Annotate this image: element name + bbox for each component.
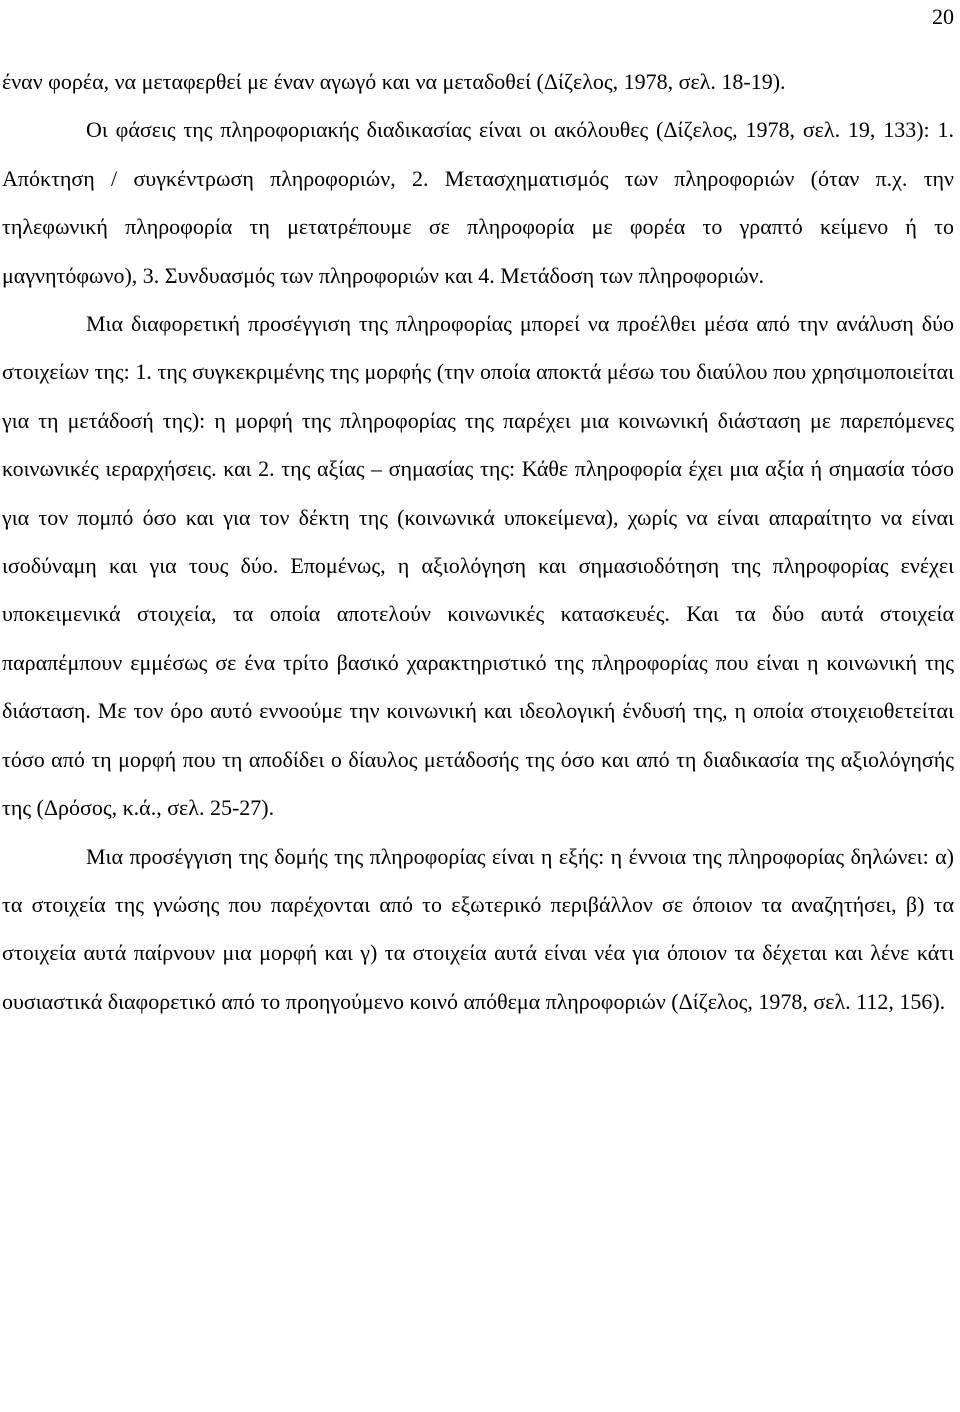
paragraph-information-phases: Οι φάσεις της πληροφοριακής διαδικασίας είναι οι ακόλουθες (Δίζελος, 1978, σελ. 19, 133): 1. Απόκτηση / συγκέντρωση πληροφοριών, 2. Μετασχηματισμός των πληροφοριών (όταν π.χ. την τηλεφωνική πληροφορία τη μετατρέπουμε σε πληροφορία με φορέα το γραπτό κείμενο ή το μαγνητόφωνο), 3. Συνδυασμός των πληροφοριών και 4. Μετάδοση των πληροφοριών. [2,117,954,288]
paragraph-information-approach: Μια διαφορετική προσέγγιση της πληροφορίας μπορεί να προέλθει μέσα από την ανάλυση δύο στοιχείων της: 1. της συγκεκριμένης της μορφής (την οποία αποκτά μέσω του διαύλου που χρησιμοποιείται για τη μετάδοσή της): η μορφή της πληροφορίας της παρέχει μια κοινωνική διάσταση με παρεπόμενες κοινωνικές ιεραρχήσεις. και 2. της αξίας – σημασίας της: Κάθε πληροφορία έχει μια αξία ή σημασία τόσο για τον πομπό όσο και για τον δέκτη της (κοινωνικά υποκείμενα), χωρίς να είναι απαραίτητο να είναι ισοδύναμη και για τους δύο. Επομένως, η αξιολόγηση και σημασιοδότηση της πληροφορίας ενέχει υποκειμενικά στοιχεία, τα οποία αποτελούν κοινωνικές κατασκευές. Και τα δύο αυτά στοιχεία παραπέμπουν εμμέσως σε ένα τρίτο βασικό χαρακτηριστικό της πληροφορίας που είναι η κοινωνική της διάσταση. Με τον όρο αυτό εννοούμε την κοινωνική και ιδεολογική ένδυσή της, η οποία στοιχειοθετείται τόσο από τη μορφή που τη αποδίδει ο δίαυλος μετάδοσής της όσο και από τη διαδικασία της αξιολόγησής της (Δρόσος, κ.ά., σελ. 25-27). [2,311,954,821]
paragraph-information-structure: Μια προσέγγιση της δομής της πληροφορίας είναι η εξής: η έννοια της πληροφορίας δηλώνει: α) τα στοιχεία της γνώσης που παρέχονται από το εξωτερικό περιβάλλον σε όποιον τα αναζητήσει, β) τα στοιχεία αυτά παίρνουν μια μορφή και γ) τα στοιχεία αυτά είναι νέα για όποιον τα δέχεται και λένε κάτι ουσιαστικά διαφορετικό από το προηγούμενο κοινό απόθεμα πληροφοριών (Δίζελος, 1978, σελ. 112, 156). [2,843,954,1014]
page-number: 20 [932,4,954,29]
body-text [2,58,954,1026]
paragraph-continuation: έναν φορέα, να μεταφερθεί με έναν αγωγό και να μεταδοθεί (Δίζελος, 1978, σελ. 18-19). [2,69,786,94]
